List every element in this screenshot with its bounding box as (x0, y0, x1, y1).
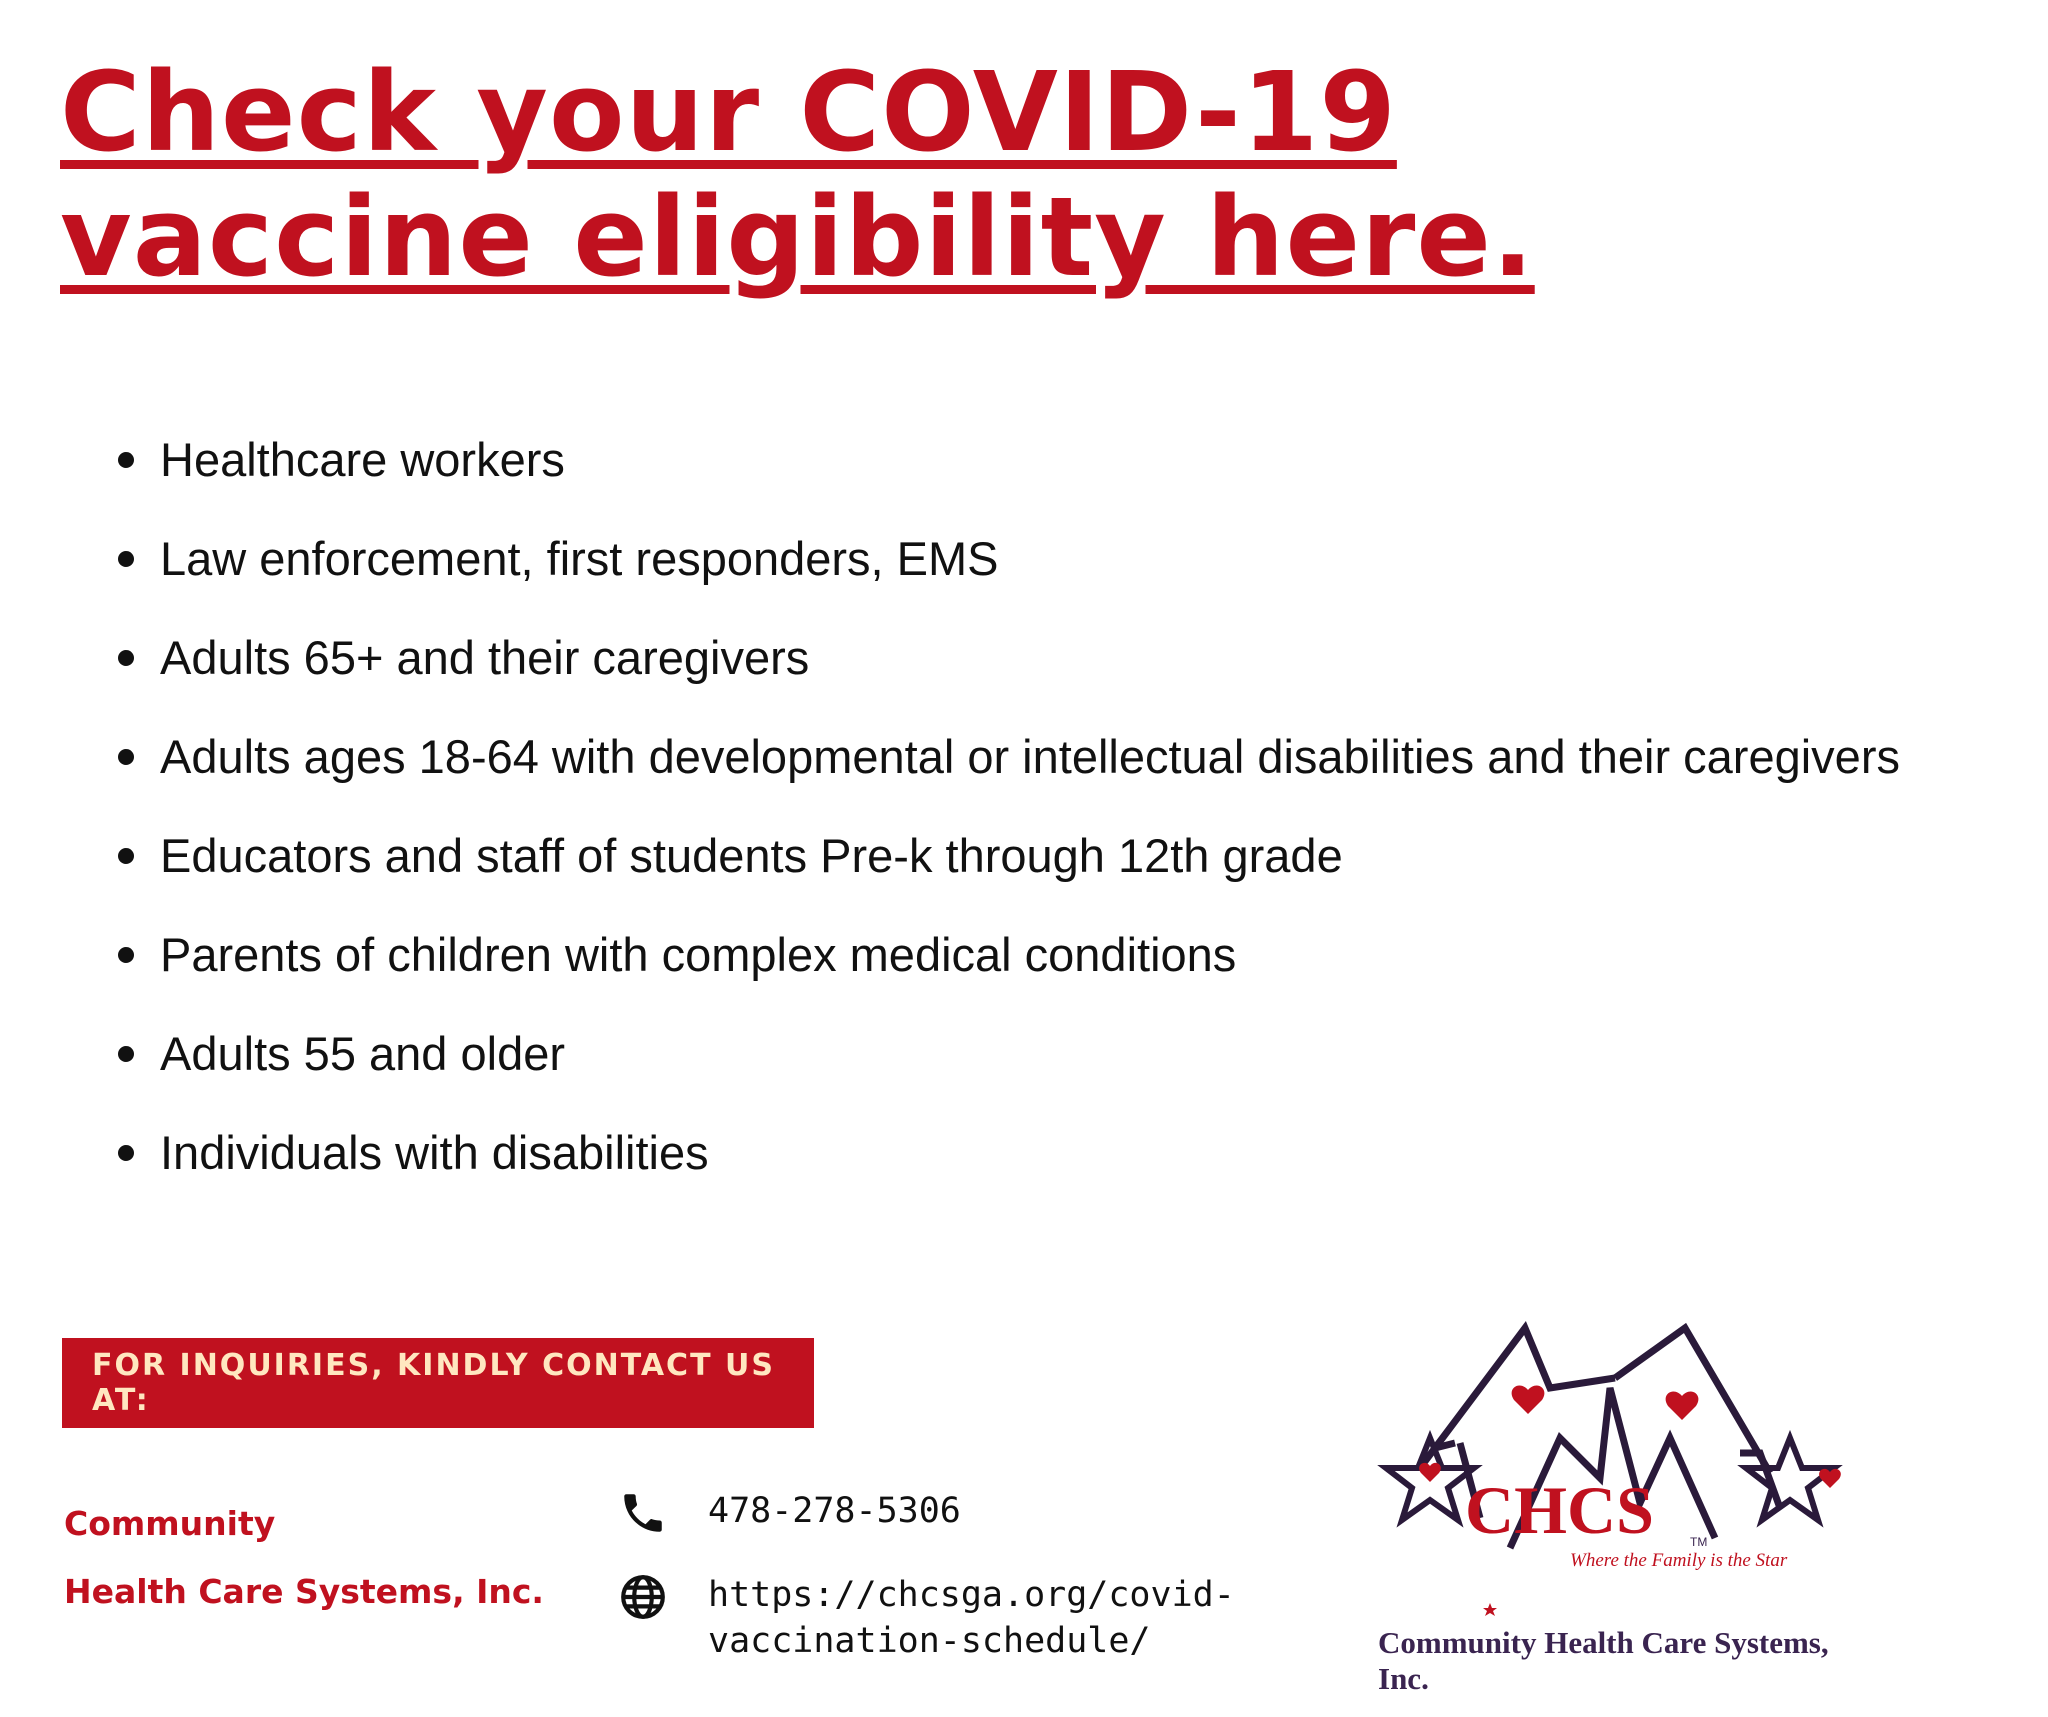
headline[interactable] (60, 50, 1760, 300)
star-icon (1483, 1603, 1497, 1616)
logo-letters: CHCS (1465, 1472, 1654, 1548)
website-link-line-2[interactable]: vaccination-schedule/ (708, 1621, 1151, 1661)
list-item: Adults 65+ and their caregivers (160, 608, 1990, 707)
phone-number[interactable]: 478-278-5306 (708, 1491, 961, 1531)
eligibility-list (110, 410, 1990, 1202)
list-item: Healthcare workers (160, 410, 1990, 509)
heart-icon (1666, 1391, 1699, 1420)
headline-line-2[interactable]: vaccine eligibility here. (60, 173, 1535, 301)
website-link-line-1[interactable]: https://chcsga.org/covid- (708, 1575, 1235, 1615)
list-item: Parents of children with complex medical conditions (160, 905, 1990, 1004)
list-item: Adults ages 18-64 with developmental or intellectual disabilities and their caregivers (160, 707, 1990, 806)
list-item: Individuals with disabilities (160, 1103, 1990, 1202)
website-row[interactable] (618, 1572, 1235, 1664)
list-item: Educators and staff of students Pre-k through 12th grade (160, 806, 1990, 905)
logo-company-name: Community Health Care Systems, Inc. (1378, 1625, 1829, 1696)
contact-banner: FOR INQUIRIES, KINDLY CONTACT US AT: (62, 1338, 814, 1428)
headline-line-1[interactable]: Check your COVID-19 (60, 48, 1397, 176)
phone-row[interactable] (618, 1488, 961, 1538)
heart-icon (1512, 1385, 1545, 1414)
phone-icon (618, 1488, 668, 1538)
organization-name-line-2: Health Care Systems, Inc. (64, 1572, 544, 1611)
chcs-logo (1360, 1318, 1880, 1668)
heart-icon (1419, 1463, 1441, 1482)
organization-name (64, 1490, 544, 1626)
logo-trademark: TM (1690, 1535, 1708, 1549)
organization-name-line-1: Community (64, 1504, 276, 1543)
logo-tagline: Where the Family is the Star (1570, 1550, 1788, 1571)
list-item: Adults 55 and older (160, 1004, 1990, 1103)
globe-icon (618, 1572, 668, 1622)
list-item: Law enforcement, first responders, EMS (160, 509, 1990, 608)
